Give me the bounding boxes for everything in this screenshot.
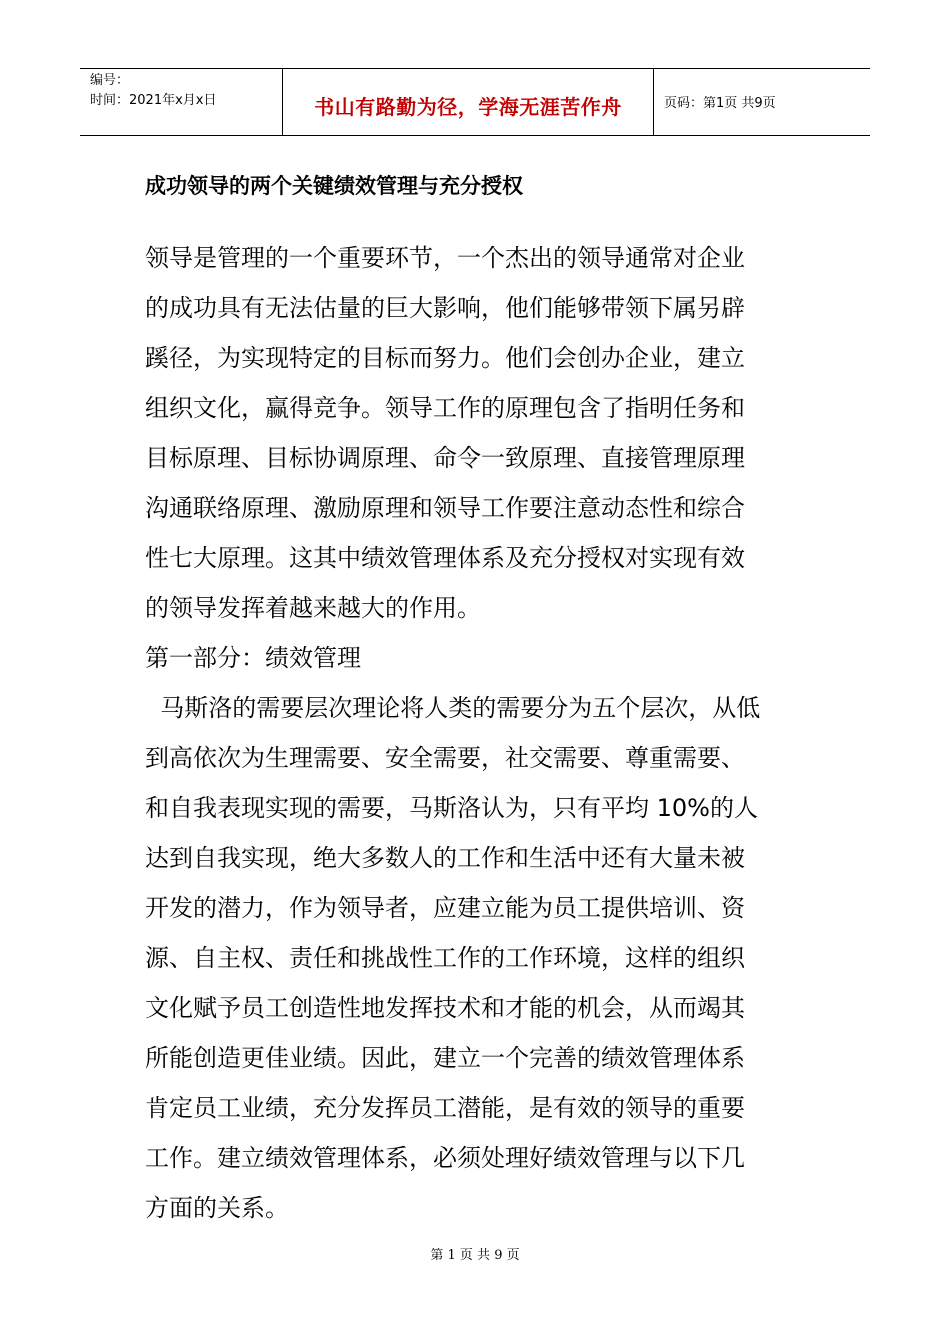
- section-heading: 第一部分：绩效管理: [145, 644, 361, 672]
- body-line: 蹊径，为实现特定的目标而努力。他们会创办企业，建立: [145, 344, 745, 372]
- body-line: 领导是管理的一个重要环节，一个杰出的领导通常对企业: [145, 244, 745, 272]
- body-line: 工作。建立绩效管理体系，必须处理好绩效管理与以下几: [145, 1144, 745, 1172]
- body-line: 沟通联络原理、激励原理和领导工作要注意动态性和综合: [145, 494, 745, 522]
- document-title: 成功领导的两个关键绩效管理与充分授权: [145, 174, 523, 198]
- body-line: 的成功具有无法估量的巨大影响，他们能够带领下属另辟: [145, 294, 745, 322]
- body-line: 达到自我实现，绝大多数人的工作和生活中还有大量未被: [145, 844, 745, 872]
- header-info: [80, 69, 282, 135]
- header-page-cell: [654, 69, 870, 135]
- header-motto-cell: [282, 69, 654, 135]
- page-header: [80, 68, 870, 136]
- body-line: 和自我表现实现的需要，马斯洛认为，只有平均 10%的人: [145, 794, 758, 822]
- body-line: 目标原理、目标协调原理、命令一致原理、直接管理原理: [145, 444, 745, 472]
- document-body: [145, 233, 813, 1233]
- header-page-label: 页码：第1页 共9页: [664, 96, 776, 111]
- body-line: 文化赋予员工创造性地发挥技术和才能的机会，从而竭其: [145, 994, 745, 1022]
- body-line: 性七大原理。这其中绩效管理体系及充分授权对实现有效: [145, 544, 745, 572]
- header-motto: 书山有路勤为径，学海无涯苦作舟: [314, 95, 622, 119]
- body-line: 到高依次为生理需要、安全需要，社交需要、尊重需要、: [145, 744, 745, 772]
- body-line: 源、自主权、责任和挑战性工作的工作环境，这样的组织: [145, 944, 745, 972]
- body-line: 马斯洛的需要层次理论将人类的需要分为五个层次，从低: [145, 694, 761, 722]
- document-time-label: 时间：2021年x月x日: [90, 93, 217, 108]
- page-footer: 第 1 页 共 9 页: [430, 1248, 520, 1263]
- body-line: 组织文化，赢得竞争。领导工作的原理包含了指明任务和: [145, 394, 745, 422]
- body-line: 的领导发挥着越来越大的作用。: [145, 594, 481, 622]
- body-line: 方面的关系。: [145, 1194, 289, 1222]
- document-number-label: 编号：: [90, 73, 130, 88]
- body-line: 所能创造更佳业绩。因此，建立一个完善的绩效管理体系: [145, 1044, 745, 1072]
- body-line: 肯定员工业绩，充分发挥员工潜能，是有效的领导的重要: [145, 1094, 745, 1122]
- body-line: 开发的潜力，作为领导者，应建立能为员工提供培训、资: [145, 894, 745, 922]
